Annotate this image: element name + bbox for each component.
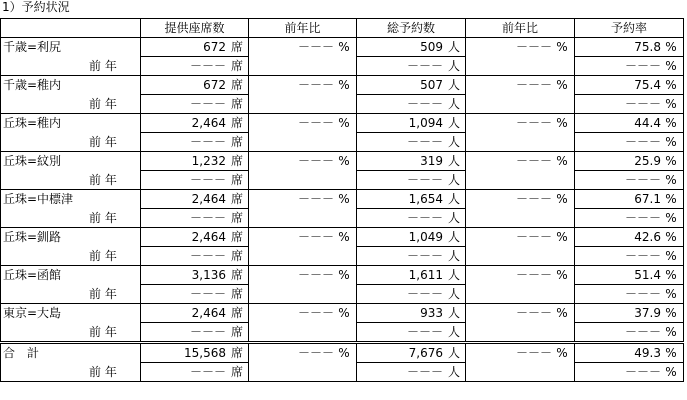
bookings-yoy-cell (466, 228, 575, 247)
total-prev-seats-cell (141, 363, 249, 382)
prev-year-row (1, 285, 684, 304)
seats-cell-unit: 席 (230, 97, 243, 111)
prev-year-row (1, 57, 684, 76)
rate-cell-unit: % (665, 192, 677, 206)
seats-yoy-cell-value: －－－ (297, 192, 334, 207)
bookings-yoy-cell-unit: % (556, 116, 568, 131)
col-header-seats: 提供座席数 (141, 19, 249, 38)
prev-year-row (1, 133, 684, 152)
seats-yoy-cell (249, 76, 357, 95)
total-bookings-yoy-cell (466, 343, 575, 363)
bookings-cell-value: －－－ (406, 249, 443, 263)
seats-yoy-cell-value: －－－ (297, 268, 334, 283)
rate-cell-unit: % (665, 116, 677, 130)
rate-cell (575, 57, 684, 76)
rate-cell-value: －－－ (624, 97, 661, 111)
bookings-cell-unit: 人 (447, 249, 460, 263)
rate-cell (575, 285, 684, 304)
bookings-yoy-cell (466, 114, 575, 133)
seats-cell-value: －－－ (189, 135, 226, 149)
total-seats-yoy-cell-value: －－－ (297, 346, 334, 361)
route-label: 千歳=稚内 (1, 76, 141, 95)
seats-cell-unit: 席 (230, 173, 243, 187)
rate-cell (575, 38, 684, 57)
rate-cell-unit: % (665, 97, 677, 111)
rate-cell (575, 171, 684, 190)
seats-yoy-cell-value: －－－ (297, 116, 334, 131)
col-header-bookings: 総予約数 (357, 19, 466, 38)
seats-yoy-cell-value: －－－ (297, 40, 334, 55)
bookings-cell (357, 228, 466, 247)
seats-yoy-cell-unit: % (338, 40, 350, 55)
route-row (1, 114, 684, 133)
bookings-yoy-cell-unit: % (556, 306, 568, 321)
total-bookings-yoy-cell-unit: % (556, 346, 568, 361)
rate-cell-value: －－－ (624, 135, 661, 149)
rate-cell-unit: % (665, 135, 677, 149)
route-label: 千歳=利尻 (1, 38, 141, 57)
bookings-cell-unit: 人 (447, 97, 460, 111)
seats-cell-value: －－－ (189, 287, 226, 301)
total-bookings-cell (357, 343, 466, 363)
seats-cell-unit: 席 (230, 306, 243, 320)
total-prev-year-row (1, 363, 684, 382)
seats-cell-value: 3,136 (191, 268, 226, 282)
seats-yoy-cell (249, 209, 357, 228)
seats-yoy-cell (249, 228, 357, 247)
bookings-yoy-cell (466, 209, 575, 228)
route-label: 丘珠=函館 (1, 266, 141, 285)
bookings-cell-unit: 人 (447, 211, 460, 225)
rate-cell-unit: % (665, 287, 677, 301)
seats-cell (141, 285, 249, 304)
rate-cell-value: －－－ (624, 249, 661, 263)
bookings-cell-unit: 人 (447, 325, 460, 339)
total-rate-cell (575, 343, 684, 363)
bookings-cell (357, 304, 466, 323)
seats-yoy-cell-value: －－－ (297, 230, 334, 245)
rate-cell-value: －－－ (624, 325, 661, 339)
col-header-bookings-yoy: 前年比 (466, 19, 575, 38)
rate-cell-value: －－－ (624, 59, 661, 73)
prev-year-label: 前 年 (1, 363, 141, 382)
seats-cell-unit: 席 (230, 211, 243, 225)
seats-cell-unit: 席 (230, 287, 243, 301)
seats-cell-unit: 席 (230, 40, 243, 54)
seats-yoy-cell-unit: % (338, 116, 350, 131)
rate-cell (575, 76, 684, 95)
seats-cell-unit: 席 (230, 116, 243, 130)
bookings-cell-value: －－－ (406, 325, 443, 339)
seats-cell (141, 209, 249, 228)
route-label: 丘珠=中標津 (1, 190, 141, 209)
prev-year-row (1, 171, 684, 190)
rate-cell-unit: % (665, 59, 677, 73)
seats-cell-unit: 席 (230, 78, 243, 92)
seats-cell-unit: 席 (230, 59, 243, 73)
total-prev-bookings-cell-unit: 人 (447, 365, 460, 379)
total-seats-yoy-cell (249, 343, 357, 363)
rate-cell-value: 42.6 (634, 230, 661, 244)
route-label: 丘珠=紋別 (1, 152, 141, 171)
col-header-rate: 予約率 (575, 19, 684, 38)
bookings-yoy-cell-value: －－－ (515, 154, 552, 169)
bookings-yoy-cell (466, 285, 575, 304)
bookings-yoy-cell-unit: % (556, 40, 568, 55)
bookings-cell (357, 190, 466, 209)
header-row (1, 19, 684, 38)
seats-yoy-cell (249, 133, 357, 152)
rate-cell-value: －－－ (624, 173, 661, 187)
total-prev-seats-cell-unit: 席 (230, 365, 243, 379)
bookings-cell-value: －－－ (406, 97, 443, 111)
section-heading: 1）予約状況 (2, 0, 70, 14)
seats-cell-unit: 席 (230, 230, 243, 244)
route-row (1, 76, 684, 95)
seats-yoy-cell-value: －－－ (297, 154, 334, 169)
prev-year-label: 前 年 (1, 57, 141, 76)
rate-cell-value: 75.8 (634, 40, 661, 54)
bookings-cell-unit: 人 (447, 268, 460, 282)
bookings-yoy-cell-value: －－－ (515, 230, 552, 245)
seats-cell (141, 228, 249, 247)
bookings-yoy-cell-value: －－－ (515, 268, 552, 283)
bookings-cell-unit: 人 (447, 154, 460, 168)
seats-cell-unit: 席 (230, 249, 243, 263)
rate-cell-unit: % (665, 230, 677, 244)
seats-yoy-cell (249, 95, 357, 114)
rate-cell (575, 323, 684, 343)
seats-yoy-cell-unit: % (338, 268, 350, 283)
bookings-cell (357, 152, 466, 171)
rate-cell-unit: % (665, 40, 677, 54)
bookings-cell-unit: 人 (447, 173, 460, 187)
seats-cell-value: 2,464 (191, 192, 226, 206)
total-prev-seats-yoy-cell (249, 363, 357, 382)
bookings-cell-value: 319 (420, 154, 443, 168)
bookings-yoy-cell (466, 323, 575, 343)
rate-cell (575, 228, 684, 247)
bookings-cell (357, 114, 466, 133)
seats-cell-unit: 席 (230, 154, 243, 168)
rate-cell-unit: % (665, 306, 677, 320)
bookings-yoy-cell (466, 266, 575, 285)
rate-cell-unit: % (665, 78, 677, 92)
seats-cell (141, 171, 249, 190)
bookings-cell (357, 95, 466, 114)
seats-cell-unit: 席 (230, 268, 243, 282)
prev-year-row (1, 247, 684, 266)
total-bookings-cell-value: 7,676 (408, 346, 443, 360)
total-prev-bookings-yoy-cell (466, 363, 575, 382)
prev-year-label: 前 年 (1, 133, 141, 152)
route-row (1, 38, 684, 57)
bookings-cell-unit: 人 (447, 287, 460, 301)
seats-yoy-cell-value: －－－ (297, 78, 334, 93)
bookings-cell-unit: 人 (447, 230, 460, 244)
total-prev-rate-cell-unit: % (665, 365, 677, 379)
bookings-yoy-cell (466, 171, 575, 190)
bookings-yoy-cell (466, 304, 575, 323)
bookings-yoy-cell-value: －－－ (515, 116, 552, 131)
route-row (1, 152, 684, 171)
bookings-yoy-cell (466, 247, 575, 266)
seats-yoy-cell-unit: % (338, 230, 350, 245)
route-label: 東京=大島 (1, 304, 141, 323)
total-prev-bookings-cell (357, 363, 466, 382)
bookings-yoy-cell (466, 76, 575, 95)
seats-cell (141, 304, 249, 323)
seats-cell-value: －－－ (189, 211, 226, 225)
seats-yoy-cell (249, 266, 357, 285)
seats-yoy-cell-unit: % (338, 78, 350, 93)
seats-cell-value: 2,464 (191, 306, 226, 320)
bookings-yoy-cell-unit: % (556, 78, 568, 93)
total-prev-rate-cell (575, 363, 684, 382)
prev-year-row (1, 209, 684, 228)
rate-cell (575, 133, 684, 152)
seats-cell-value: －－－ (189, 173, 226, 187)
prev-year-label: 前 年 (1, 171, 141, 190)
rate-cell-unit: % (665, 154, 677, 168)
seats-cell-value: －－－ (189, 325, 226, 339)
total-seats-cell-value: 15,568 (184, 346, 226, 360)
seats-yoy-cell (249, 304, 357, 323)
seats-yoy-cell (249, 114, 357, 133)
seats-cell (141, 152, 249, 171)
bookings-yoy-cell-unit: % (556, 192, 568, 207)
rate-cell-value: 75.4 (634, 78, 661, 92)
rate-cell-value: 44.4 (634, 116, 661, 130)
rate-cell-unit: % (665, 268, 677, 282)
rate-cell-value: 37.9 (634, 306, 661, 320)
prev-year-row (1, 95, 684, 114)
bookings-yoy-cell-value: －－－ (515, 78, 552, 93)
bookings-yoy-cell (466, 38, 575, 57)
bookings-cell (357, 266, 466, 285)
bookings-cell-value: －－－ (406, 173, 443, 187)
total-bookings-cell-unit: 人 (447, 346, 460, 360)
bookings-cell-value: 1,049 (408, 230, 443, 244)
prev-year-row (1, 323, 684, 343)
bookings-cell-value: 933 (420, 306, 443, 320)
total-seats-cell-unit: 席 (230, 346, 243, 360)
seats-cell-value: 672 (203, 78, 226, 92)
seats-cell-unit: 席 (230, 135, 243, 149)
rate-cell-unit: % (665, 211, 677, 225)
total-bookings-yoy-cell-value: －－－ (515, 346, 552, 361)
rate-cell (575, 152, 684, 171)
rate-cell (575, 95, 684, 114)
prev-year-label: 前 年 (1, 247, 141, 266)
seats-yoy-cell (249, 247, 357, 266)
bookings-cell-unit: 人 (447, 116, 460, 130)
bookings-cell-unit: 人 (447, 306, 460, 320)
bookings-cell (357, 171, 466, 190)
bookings-cell (357, 133, 466, 152)
rate-cell-value: 25.9 (634, 154, 661, 168)
bookings-yoy-cell-unit: % (556, 230, 568, 245)
bookings-cell (357, 76, 466, 95)
seats-yoy-cell (249, 38, 357, 57)
bookings-yoy-cell (466, 57, 575, 76)
seats-yoy-cell (249, 323, 357, 343)
seats-cell (141, 247, 249, 266)
bookings-cell (357, 247, 466, 266)
seats-cell-value: 672 (203, 40, 226, 54)
bookings-cell (357, 285, 466, 304)
total-prev-rate-cell-value: －－－ (624, 365, 661, 379)
bookings-yoy-cell (466, 152, 575, 171)
total-row (1, 343, 684, 363)
bookings-cell-value: －－－ (406, 287, 443, 301)
total-rate-cell-unit: % (665, 346, 677, 360)
bookings-yoy-cell (466, 190, 575, 209)
bookings-yoy-cell-value: －－－ (515, 40, 552, 55)
route-label: 合 計 (1, 343, 141, 363)
prev-year-label: 前 年 (1, 209, 141, 228)
seats-cell (141, 114, 249, 133)
rate-cell-value: 51.4 (634, 268, 661, 282)
rate-cell-value: －－－ (624, 211, 661, 225)
bookings-cell-value: －－－ (406, 135, 443, 149)
seats-cell (141, 76, 249, 95)
bookings-yoy-cell-unit: % (556, 154, 568, 169)
rate-cell (575, 190, 684, 209)
rate-cell (575, 304, 684, 323)
bookings-cell-value: 1,654 (408, 192, 443, 206)
seats-cell-unit: 席 (230, 192, 243, 206)
rate-cell (575, 266, 684, 285)
seats-cell-value: －－－ (189, 97, 226, 111)
bookings-cell-unit: 人 (447, 40, 460, 54)
route-label: 丘珠=稚内 (1, 114, 141, 133)
prev-year-label: 前 年 (1, 285, 141, 304)
col-header-seats-yoy: 前年比 (249, 19, 357, 38)
seats-cell (141, 266, 249, 285)
seats-cell (141, 323, 249, 343)
seats-yoy-cell (249, 57, 357, 76)
bookings-cell-value: －－－ (406, 59, 443, 73)
seats-cell (141, 190, 249, 209)
route-row (1, 266, 684, 285)
seats-cell (141, 95, 249, 114)
total-seats-cell (141, 343, 249, 363)
bookings-yoy-cell-unit: % (556, 268, 568, 283)
rate-cell-value: －－－ (624, 287, 661, 301)
seats-cell-value: －－－ (189, 249, 226, 263)
seats-cell (141, 133, 249, 152)
rate-cell (575, 209, 684, 228)
bookings-cell-value: －－－ (406, 211, 443, 225)
bookings-cell-unit: 人 (447, 59, 460, 73)
rate-cell (575, 247, 684, 266)
seats-cell-value: －－－ (189, 59, 226, 73)
seats-cell-value: 2,464 (191, 230, 226, 244)
bookings-yoy-cell (466, 133, 575, 152)
total-prev-seats-cell-value: －－－ (189, 365, 226, 379)
total-rate-cell-value: 49.3 (634, 346, 661, 360)
seats-yoy-cell (249, 152, 357, 171)
bookings-cell-value: 1,094 (408, 116, 443, 130)
bookings-cell-value: 507 (420, 78, 443, 92)
bookings-cell-unit: 人 (447, 192, 460, 206)
seats-yoy-cell-unit: % (338, 306, 350, 321)
bookings-cell-unit: 人 (447, 135, 460, 149)
bookings-cell (357, 38, 466, 57)
bookings-yoy-cell-value: －－－ (515, 306, 552, 321)
bookings-cell (357, 57, 466, 76)
rate-cell-unit: % (665, 325, 677, 339)
bookings-yoy-cell-value: －－－ (515, 192, 552, 207)
seats-yoy-cell-value: －－－ (297, 306, 334, 321)
bookings-cell (357, 209, 466, 228)
seats-cell-value: 2,464 (191, 116, 226, 130)
rate-cell-value: 67.1 (634, 192, 661, 206)
seats-yoy-cell-unit: % (338, 154, 350, 169)
seats-yoy-cell (249, 171, 357, 190)
bookings-cell-value: 509 (420, 40, 443, 54)
route-row (1, 304, 684, 323)
route-row (1, 190, 684, 209)
seats-cell-unit: 席 (230, 325, 243, 339)
bookings-cell (357, 323, 466, 343)
seats-yoy-cell-unit: % (338, 192, 350, 207)
total-prev-bookings-cell-value: －－－ (406, 365, 443, 379)
bookings-cell-value: 1,611 (408, 268, 443, 282)
prev-year-label: 前 年 (1, 95, 141, 114)
seats-cell-value: 1,232 (191, 154, 226, 168)
seats-yoy-cell (249, 285, 357, 304)
rate-cell-unit: % (665, 173, 677, 187)
reservation-table (0, 18, 684, 382)
bookings-cell-unit: 人 (447, 78, 460, 92)
rate-cell (575, 114, 684, 133)
seats-yoy-cell (249, 190, 357, 209)
seats-cell (141, 57, 249, 76)
total-seats-yoy-cell-unit: % (338, 346, 350, 361)
col-header-route (1, 19, 141, 38)
rate-cell-unit: % (665, 249, 677, 263)
prev-year-label: 前 年 (1, 323, 141, 343)
route-label: 丘珠=釧路 (1, 228, 141, 247)
bookings-yoy-cell (466, 95, 575, 114)
route-row (1, 228, 684, 247)
seats-cell (141, 38, 249, 57)
